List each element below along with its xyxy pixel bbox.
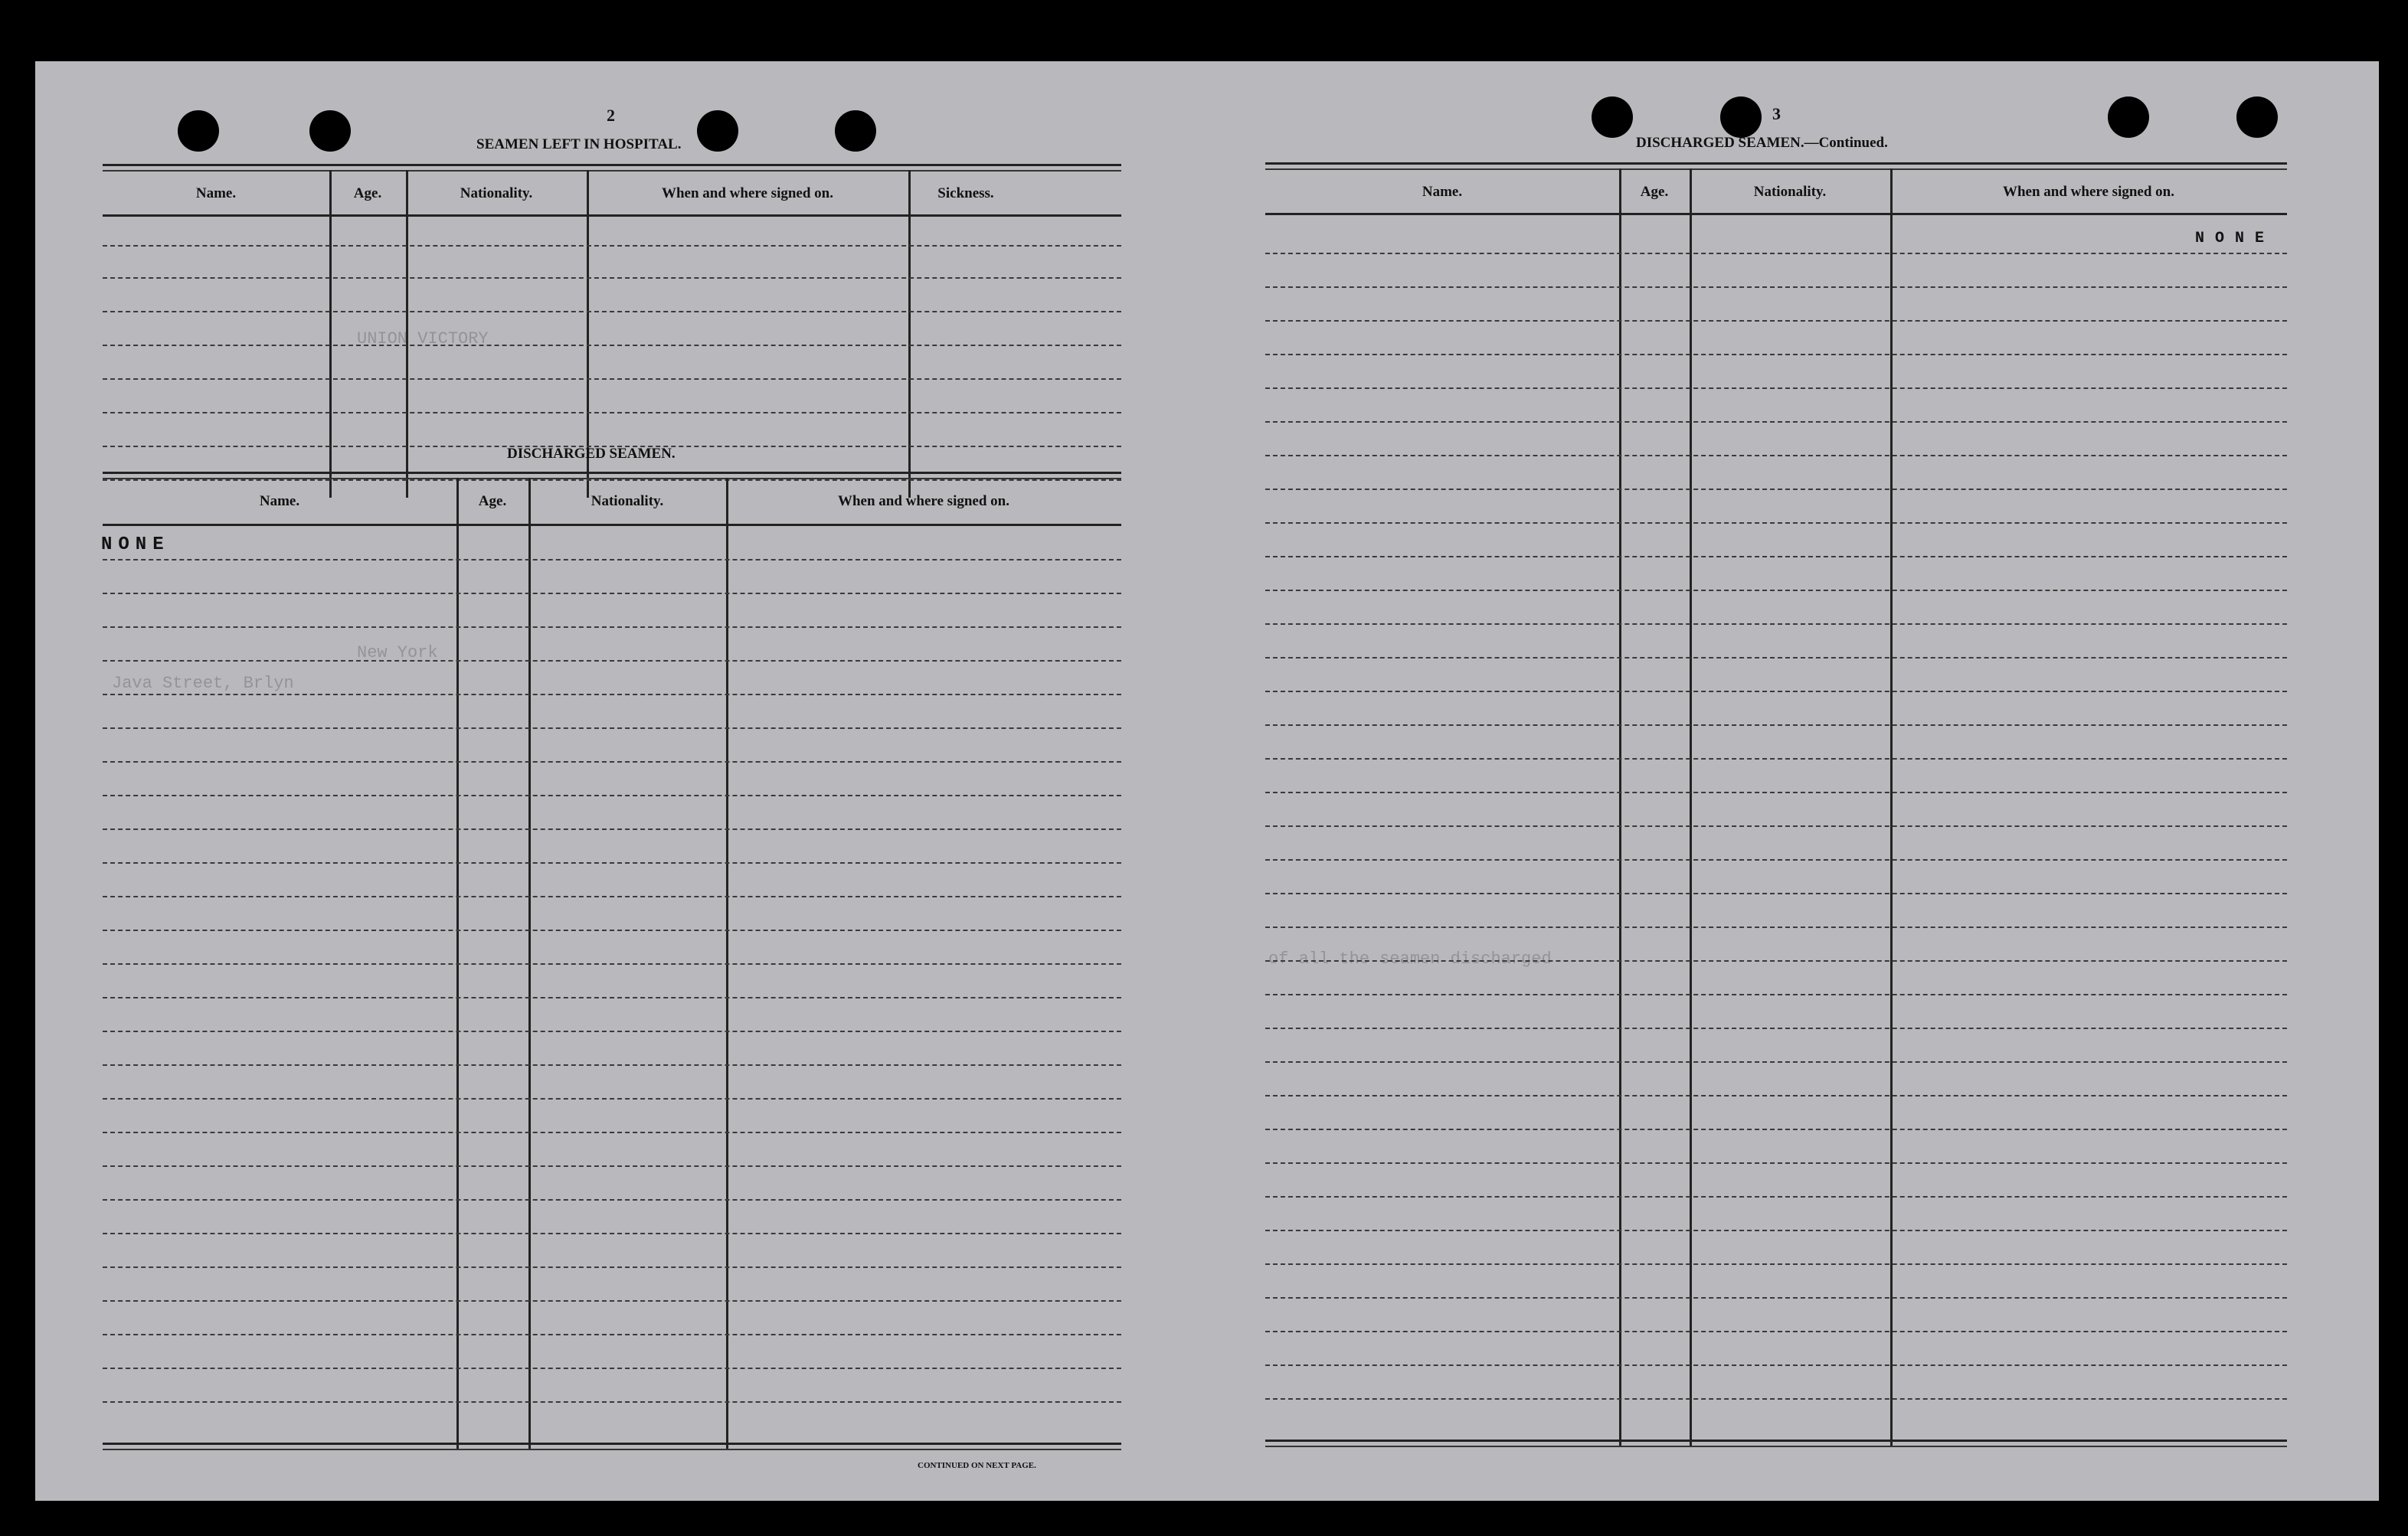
- bleed-through-text: UNION VICTORY: [357, 329, 489, 348]
- page-number: 3: [1772, 104, 1781, 123]
- continued-footer: CONTINUED ON NEXT PAGE.: [918, 1461, 1036, 1470]
- table-rule: [1265, 213, 2287, 215]
- right-page: [1207, 61, 2379, 1501]
- punch-hole: [309, 110, 351, 152]
- dotted-row-line: [103, 479, 1121, 481]
- dotted-row-line: [103, 1199, 1121, 1201]
- dotted-row-line: [1265, 623, 2287, 625]
- dotted-row-line: [103, 1165, 1121, 1167]
- dotted-row-line: [103, 412, 1121, 413]
- dotted-row-line: [1265, 825, 2287, 827]
- bleed-through-text: New York: [357, 643, 438, 662]
- dotted-row-line: [103, 1300, 1121, 1302]
- table-rule: [103, 1449, 1121, 1450]
- column-header-age: Age.: [353, 185, 382, 201]
- dotted-row-line: [1265, 1061, 2287, 1063]
- dotted-row-line: [103, 828, 1121, 830]
- bleed-through-text: Java Street, Brlyn: [112, 674, 294, 693]
- dotted-row-line: [103, 1334, 1121, 1335]
- table-rule: [103, 478, 1121, 479]
- dotted-row-line: [1265, 657, 2287, 659]
- dotted-row-line: [103, 997, 1121, 998]
- dotted-row-line: [103, 1064, 1121, 1066]
- column-header-nationality: Nationality.: [460, 185, 533, 201]
- column-divider: [1619, 168, 1621, 1447]
- dotted-row-line: [1265, 994, 2287, 995]
- dotted-row-line: [103, 1368, 1121, 1369]
- punch-hole: [1592, 96, 1633, 138]
- dotted-row-line: [103, 1401, 1121, 1403]
- dotted-row-line: [103, 727, 1121, 729]
- table-rule: [103, 170, 1121, 172]
- dotted-row-line: [1265, 691, 2287, 692]
- dotted-row-line: [103, 761, 1121, 763]
- dotted-row-line: [103, 559, 1121, 560]
- right-section-title: DISCHARGED SEAMEN.—Continued.: [1636, 135, 1888, 151]
- punch-hole: [2236, 96, 2278, 138]
- dotted-row-line: [1265, 354, 2287, 355]
- dotted-row-line: [103, 378, 1121, 380]
- dotted-row-line: [1265, 927, 2287, 928]
- dotted-row-line: [1265, 1398, 2287, 1400]
- dotted-row-line: [1265, 1230, 2287, 1231]
- dotted-row-line: [1265, 556, 2287, 557]
- table-rule: [103, 1443, 1121, 1445]
- dotted-row-line: [103, 626, 1121, 628]
- dotted-row-line: [1265, 1364, 2287, 1366]
- dotted-row-line: [103, 660, 1121, 662]
- column-header-name: Name.: [195, 185, 237, 201]
- punch-hole: [697, 110, 738, 152]
- table-rule: [1265, 1446, 2287, 1447]
- dotted-row-line: [1265, 792, 2287, 793]
- dotted-row-line: [1265, 859, 2287, 861]
- dotted-row-line: [1265, 253, 2287, 254]
- dotted-row-line: [103, 862, 1121, 864]
- column-header-nationality: Nationality.: [591, 493, 664, 509]
- dotted-row-line: [103, 694, 1121, 695]
- dotted-row-line: [103, 795, 1121, 796]
- column-divider: [1890, 168, 1893, 1447]
- dotted-row-line: [103, 245, 1121, 247]
- dotted-row-line: [1265, 960, 2287, 962]
- dotted-row-line: [1265, 1331, 2287, 1332]
- column-divider: [329, 170, 332, 498]
- dotted-row-line: [103, 896, 1121, 897]
- column-divider: [908, 170, 911, 498]
- dotted-row-line: [103, 963, 1121, 965]
- dotted-row-line: [103, 311, 1121, 312]
- table-rule: [103, 472, 1121, 474]
- column-header-age: Age.: [478, 493, 507, 509]
- column-header-sickness: Sickness.: [937, 185, 994, 201]
- column-header-name: Name.: [259, 493, 300, 509]
- column-header-signed-on: When and where signed on.: [661, 185, 833, 201]
- table-rule: [103, 524, 1121, 526]
- dotted-row-line: [1265, 387, 2287, 389]
- column-divider: [406, 170, 408, 498]
- dotted-row-line: [103, 1098, 1121, 1100]
- dotted-row-line: [1265, 1196, 2287, 1198]
- punch-hole: [835, 110, 876, 152]
- dotted-row-line: [1265, 455, 2287, 456]
- table-rule: [1265, 168, 2287, 170]
- column-divider: [1690, 168, 1692, 1447]
- table-rule: [103, 164, 1121, 166]
- dotted-row-line: [1265, 1028, 2287, 1029]
- dotted-row-line: [1265, 320, 2287, 322]
- dotted-row-line: [1265, 522, 2287, 524]
- table-rule: [1265, 162, 2287, 165]
- dotted-row-line: [1265, 1129, 2287, 1130]
- dotted-row-line: [103, 277, 1121, 279]
- dotted-row-line: [1265, 724, 2287, 726]
- punch-hole: [178, 110, 219, 152]
- dotted-row-line: [103, 1266, 1121, 1268]
- dotted-row-line: [1265, 758, 2287, 760]
- dotted-row-line: [103, 345, 1121, 346]
- dotted-row-line: [1265, 1263, 2287, 1265]
- table-rule: [1265, 1440, 2287, 1442]
- dotted-row-line: [1265, 421, 2287, 423]
- dotted-row-line: [103, 593, 1121, 594]
- table-rule: [103, 214, 1121, 217]
- left-page: [35, 61, 1207, 1501]
- dotted-row-line: [1265, 489, 2287, 490]
- column-header-nationality: Nationality.: [1753, 184, 1827, 200]
- dotted-row-line: [1265, 1095, 2287, 1096]
- dotted-row-line: [103, 930, 1121, 931]
- document-sheet: [35, 61, 2379, 1501]
- page-number: 2: [607, 106, 615, 125]
- right-entry-none: NONE: [2195, 230, 2275, 247]
- dotted-row-line: [1265, 286, 2287, 288]
- dotted-row-line: [1265, 893, 2287, 894]
- dotted-row-line: [103, 1132, 1121, 1133]
- dotted-row-line: [1265, 1297, 2287, 1299]
- column-header-age: Age.: [1640, 184, 1669, 200]
- dotted-row-line: [103, 1031, 1121, 1032]
- dotted-row-line: [1265, 1162, 2287, 1164]
- dotted-row-line: [1265, 590, 2287, 591]
- punch-hole: [1720, 96, 1762, 138]
- column-header-name: Name.: [1422, 184, 1463, 200]
- column-header-signed-on: When and where signed on.: [2002, 184, 2174, 200]
- hospital-section-title: SEAMEN LEFT IN HOSPITAL.: [476, 136, 682, 152]
- punch-hole: [2108, 96, 2149, 138]
- bleed-through-text: of all the seamen discharged: [1268, 949, 1552, 969]
- column-header-signed-on: When and where signed on.: [837, 493, 1009, 509]
- discharged-entry-none: NONE: [101, 534, 170, 555]
- dotted-row-line: [103, 1233, 1121, 1234]
- discharged-section-title: DISCHARGED SEAMEN.: [507, 446, 676, 462]
